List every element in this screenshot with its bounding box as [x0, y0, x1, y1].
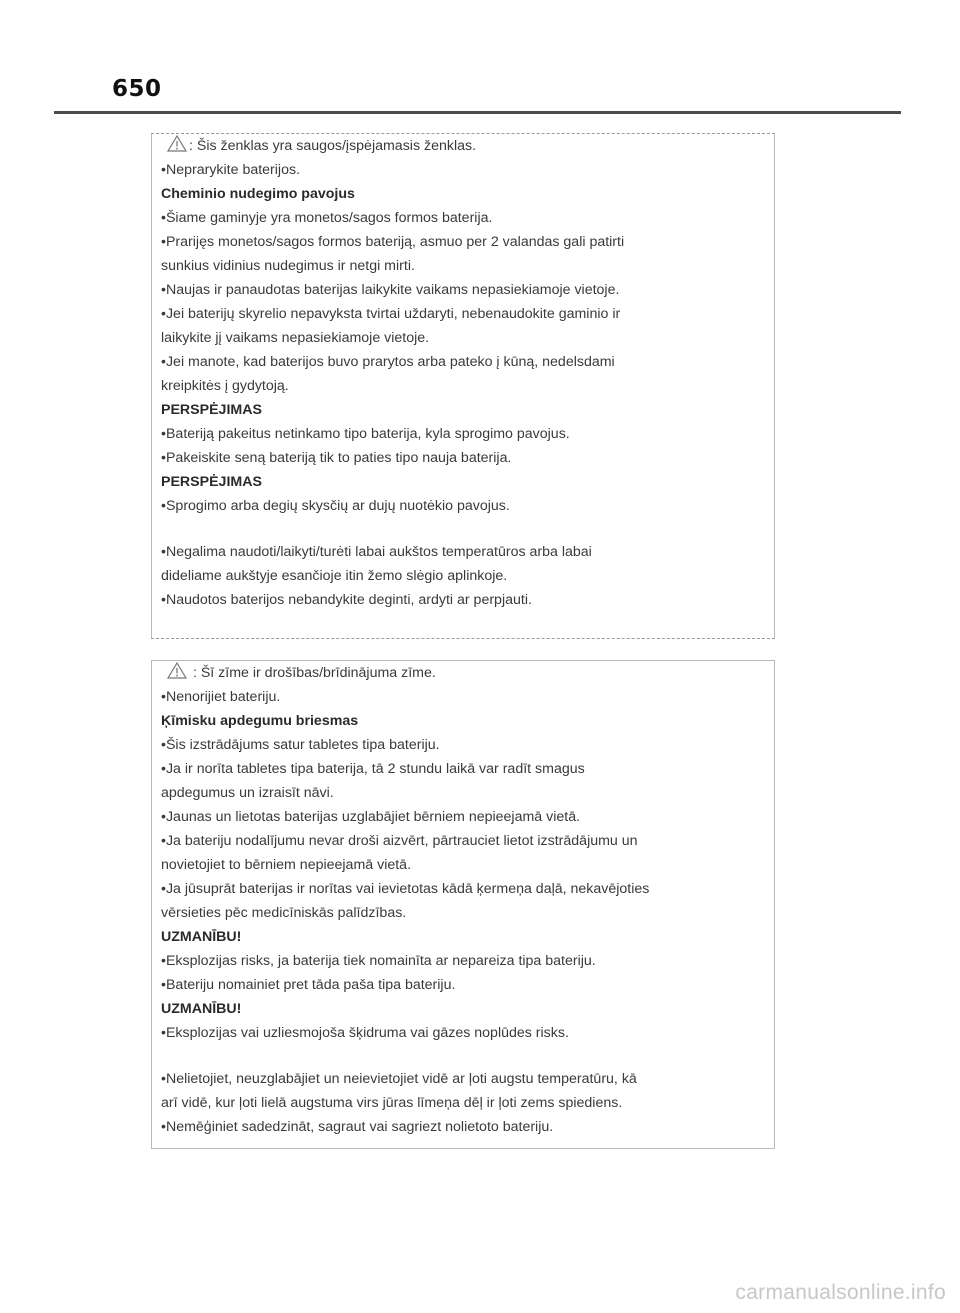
lithuanian-text-line: •Neprarykite baterijos. [161, 162, 301, 178]
latvian-warning-caption: : Šī zīme ir drošības/brīdinājuma zīme. [189, 665, 436, 681]
lithuanian-text-line: •Bateriją pakeitus netinkamo tipo baterija, kyla sprogimo pavojus. [161, 426, 570, 442]
latvian-text-line: apdegumus un izraisīt nāvi. [161, 785, 334, 801]
lithuanian-text-line [161, 518, 766, 540]
latvian-text-line: •Nenorijiet bateriju. [161, 689, 281, 705]
latvian-text-line: •Jaunas un lietotas baterijas uzglabājiet bērniem nepieejamā vietā. [161, 809, 581, 825]
lithuanian-text-line: •Prarijęs monetos/sagos formos bateriją, asmuo per 2 valandas gali patirti [161, 234, 625, 250]
warning-triangle-icon [167, 135, 187, 152]
latvian-text-line: •Šis izstrādājums satur tabletes tipa bateriju. [161, 737, 440, 753]
lithuanian-heading: Cheminio nudegimo pavojus [161, 186, 355, 202]
header-rule [54, 111, 901, 114]
latvian-text-line: •Ja jūsuprāt baterijas ir norītas vai ievietotas kādā ķermeņa daļā, nekavējoties [161, 881, 650, 897]
lithuanian-text-line: •Naudotos baterijos nebandykite deginti, ardyti ar perpjauti. [161, 592, 532, 608]
latvian-heading: Ķīmisku apdegumu briesmas [161, 713, 359, 729]
latvian-text-line [161, 1045, 766, 1067]
lithuanian-text-line: kreipkitės į gydytoją. [161, 378, 289, 394]
lithuanian-text-line: •Šiame gaminyje yra monetos/sagos formos baterija. [161, 210, 493, 226]
latvian-text-line: vērsieties pēc medicīniskās palīdzības. [161, 905, 407, 921]
lithuanian-warning-header [161, 134, 766, 158]
latvian-text-line: •Bateriju nomainiet pret tāda paša tipa bateriju. [161, 977, 456, 993]
lithuanian-text-lines [161, 158, 766, 612]
latvian-text-line: •Eksplozijas risks, ja baterija tiek nomainīta ar nepareiza tipa bateriju. [161, 953, 596, 969]
latvian-heading: UZMANĪBU! [161, 1001, 242, 1017]
warning-triangle-icon [167, 662, 187, 679]
lithuanian-text-line: •Negalima naudoti/laikyti/turėti labai aukštos temperatūros arba labai [161, 544, 592, 560]
latvian-text-line: •Nemēģiniet sadedzināt, sagraut vai sagriezt nolietoto bateriju. [161, 1119, 554, 1135]
latvian-text-line: •Nelietojiet, neuzglabājiet un neievietojiet vidē ar ļoti augstu temperatūru, kā [161, 1071, 637, 1087]
lithuanian-text-line: •Jei baterijų skyrelio nepavyksta tvirtai uždaryti, nebenaudokite gaminio ir [161, 306, 621, 322]
page-number: 650 [112, 76, 162, 102]
lithuanian-heading: PERSPĖJIMAS [161, 402, 262, 418]
latvian-warning-box [151, 660, 775, 1149]
latvian-text-line: •Eksplozijas vai uzliesmojoša šķidruma vai gāzes noplūdes risks. [161, 1025, 569, 1041]
lithuanian-text-line: sunkius vidinius nudegimus ir netgi mirti. [161, 258, 415, 274]
lithuanian-heading: PERSPĖJIMAS [161, 474, 262, 490]
latvian-text-line: •Ja bateriju nodalījumu nevar droši aizvērt, pārtrauciet lietot izstrādājumu un [161, 833, 638, 849]
latvian-text-line: arī vidē, kur ļoti lielā augstuma virs jūras līmeņa dēļ ir ļoti zems spiediens. [161, 1095, 623, 1111]
lithuanian-warning-box [151, 133, 775, 639]
latvian-text-line: •Ja ir norīta tabletes tipa baterija, tā 2 stundu laikā var radīt smagus [161, 761, 585, 777]
latvian-heading: UZMANĪBU! [161, 929, 242, 945]
lithuanian-text-line: •Pakeiskite seną bateriją tik to paties tipo nauja baterija. [161, 450, 512, 466]
lithuanian-text-line: dideliame aukštyje esančioje itin žemo slėgio aplinkoje. [161, 568, 508, 584]
latvian-warning-header [161, 661, 766, 685]
watermark: carmanualsonline.info [735, 1281, 946, 1304]
latvian-text-lines [161, 685, 766, 1139]
lithuanian-text-line: laikykite jį vaikams nepasiekiamoje vietoje. [161, 330, 430, 346]
lithuanian-text-line: •Naujas ir panaudotas baterijas laikykite vaikams nepasiekiamoje vietoje. [161, 282, 620, 298]
lithuanian-warning-caption: : Šis ženklas yra saugos/įspėjamasis ženklas. [189, 138, 477, 154]
lithuanian-text-line: •Sprogimo arba degių skysčių ar dujų nuotėkio pavojus. [161, 498, 510, 514]
latvian-text-line: novietojiet to bērniem nepieejamā vietā. [161, 857, 412, 873]
lithuanian-text-line: •Jei manote, kad baterijos buvo prarytos arba pateko į kūną, nedelsdami [161, 354, 615, 370]
